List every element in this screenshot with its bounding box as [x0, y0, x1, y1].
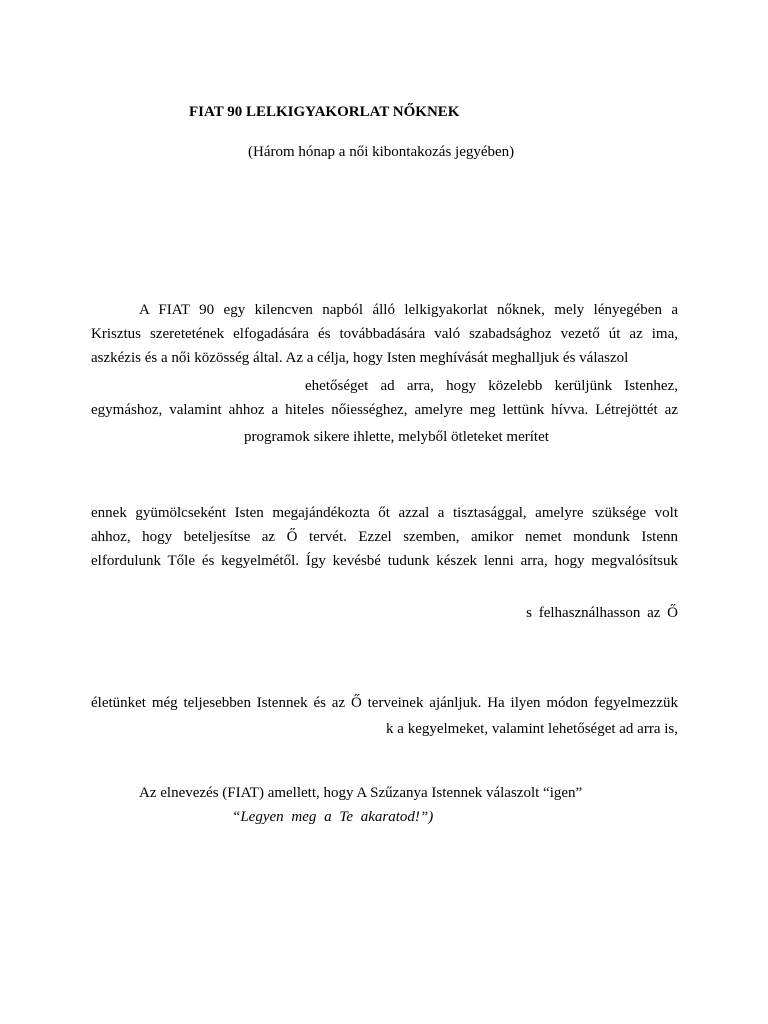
paragraph-line: aszkézis és a női közösség által. Az a célja, hogy Isten meghívását meghalljuk és válaszol [91, 350, 629, 366]
paragraph-line: programok sikere ihlette, melyből ötleteket merítet [244, 429, 549, 445]
paragraph-line: Az elnevezés (FIAT) amellett, hogy A Szűzanya Istennek válaszolt “igen” [139, 785, 583, 801]
paragraph-line: A FIAT 90 egy kilencven napból álló lelkigyakorlat nőknek, mely lényegében a [139, 302, 678, 318]
paragraph-line: ehetőséget ad arra, hogy közelebb kerüljünk Istenhez, [305, 378, 678, 394]
paragraph-line: Krisztus szeretetének elfogadására és továbbadására való szabadsághoz vezető út az ima, [91, 326, 678, 342]
document-subtitle: (Három hónap a női kibontakozás jegyében) [248, 144, 515, 160]
paragraph-line: ahhoz, hogy beteljesítse az Ő tervét. Ezzel szemben, amikor nemet mondunk Istenn [91, 529, 678, 545]
paragraph-line: k a kegyelmeket, valamint lehetőséget ad arra is, [386, 721, 678, 737]
paragraph-line: ennek gyümölcseként Isten megajándékozta őt azzal a tisztasággal, amelyre szüksége volt [91, 505, 678, 521]
quote-line: “Legyen meg a Te akaratod!”) [232, 809, 434, 825]
paragraph-line: s felhasználhasson az Ő [526, 605, 678, 621]
paragraph-line: elfordulunk Tőle és kegyelmétől. Így kevésbé tudunk készek lenni arra, hogy megvalósítsuk [91, 553, 678, 569]
paragraph-line: életünket még teljesebben Istennek és az Ő terveinek ajánljuk. Ha ilyen módon fegyelmezzük [91, 695, 678, 711]
paragraph-line: egymáshoz, valamint ahhoz a hiteles nőiességhez, amelyre meg lettünk hívva. Létrejöttét az [91, 402, 678, 418]
document-title: FIAT 90 LELKIGYAKORLAT NŐKNEK [189, 104, 460, 120]
